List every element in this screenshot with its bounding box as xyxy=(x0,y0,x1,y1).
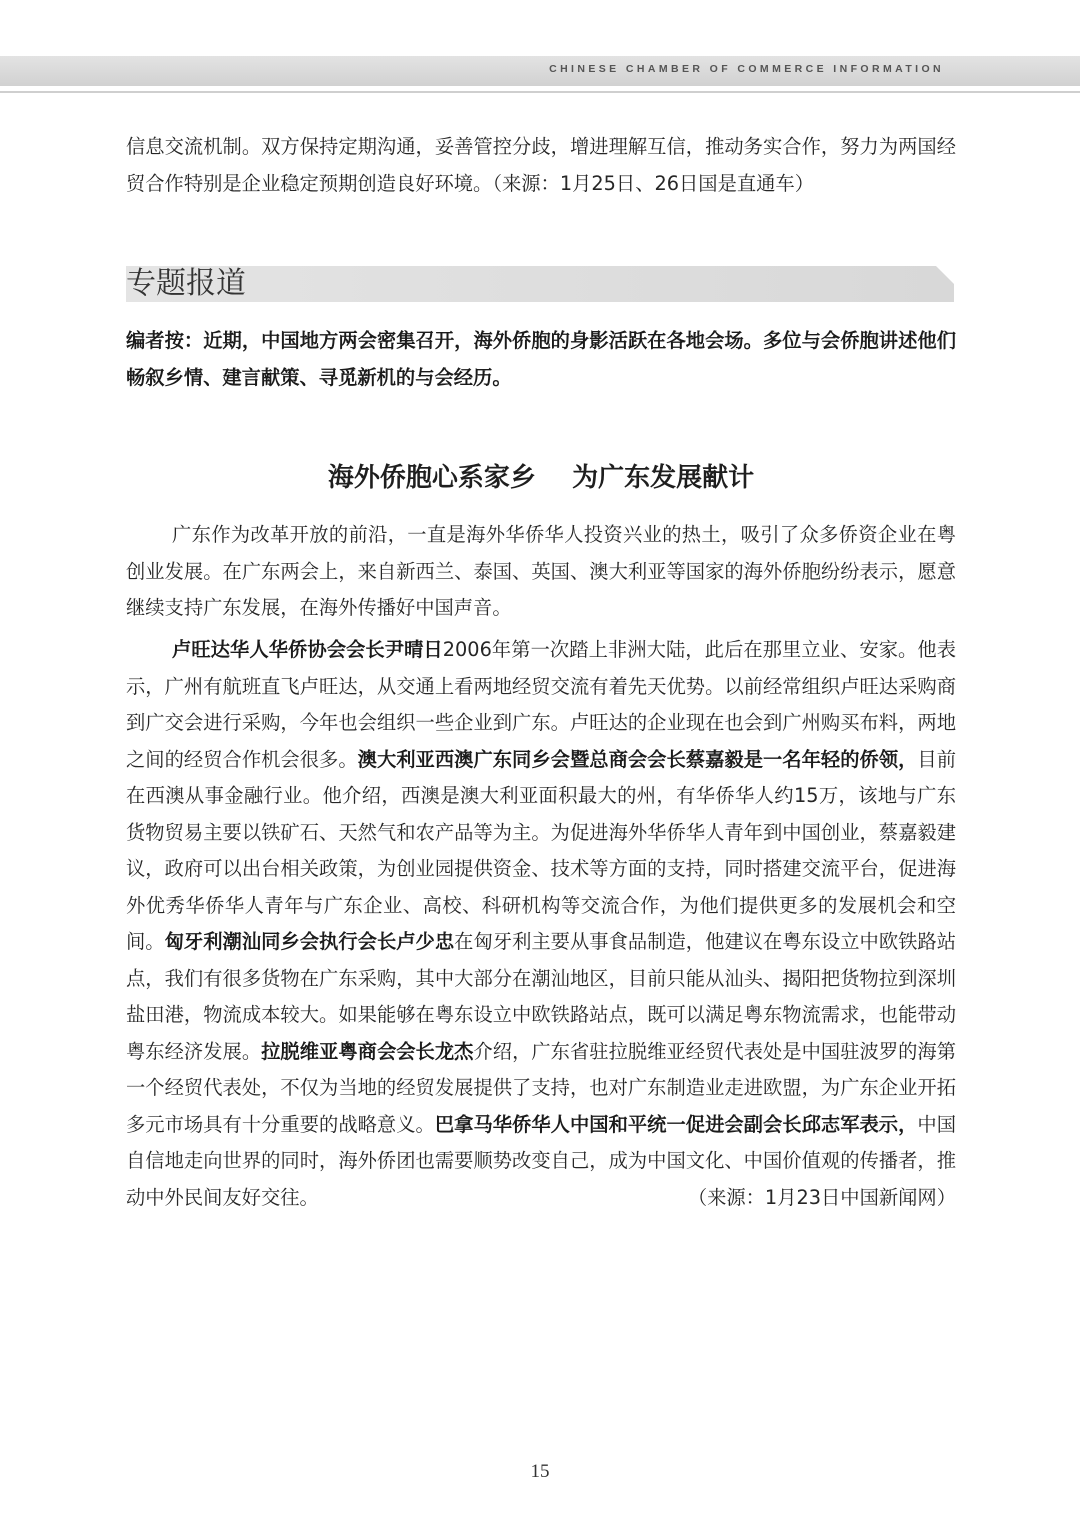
intro-source: （来源：1月25日、26日国是直通车） xyxy=(492,171,814,195)
statement-australia: 目前在西澳从事金融行业。他介绍，西澳是澳大利亚面积最大的州，有华侨华人约15万，该地与广东货物贸易主要以铁矿石、天然气和农产品等为主。为促进海外华侨华人青年到中国创业，蔡嘉毅建议，政府可以出台相关政策，为创业园提供资金、技术等方面的支持，同时搭建交流平台，促进海外优秀华侨华人青年与广东企业、高校、科研机构等交流合作，为他们提供更多的发展机会和空间。 xyxy=(126,747,957,953)
speaker-panama: 巴拿马华侨华人中国和平统一促进会副会长邱志军表示， xyxy=(434,1112,918,1136)
section-banner xyxy=(126,266,954,302)
page-number: 15 xyxy=(530,1461,550,1482)
article-paragraph-2 xyxy=(126,632,956,1216)
statement-hungary: 在匈牙利主要从事食品制造，他建议在粤东设立中欧铁路站点，我们有很多货物在广东采购，其中大部分在潮汕地区，目前只能从汕头、揭阳把货物拉到深圳盐田港，物流成本较大。如果能够在粤东设立中欧铁路站点，既可以满足粤东物流需求，也能带动粤东经济发展。 xyxy=(126,930,957,1063)
statement-panama: 中国自信地走向世界的同时，海外侨团也需要顺势改变自己，成为中国文化、中国价值观的传播者，推动中外民间友好交往。 xyxy=(126,1112,957,1209)
header-divider xyxy=(0,91,1080,93)
section-title: 专题报道 xyxy=(126,266,246,301)
intro-paragraph xyxy=(126,129,956,202)
running-header: CHINESE CHAMBER OF COMMERCE INFORMATION xyxy=(549,63,944,75)
speaker-rwanda: 卢旺达华人华侨协会会长尹晴日 xyxy=(172,638,443,661)
article-title: 海外侨胞心系家乡 为广东发展献计 xyxy=(327,463,755,493)
article-paragraph-1: 广东作为改革开放的前沿，一直是海外华侨华人投资兴业的热土，吸引了众多侨资企业在粤创业发展。在广东两会上，来自新西兰、泰国、英国、澳大利亚等国家的海外侨胞纷纷表示，愿意继续支持广东发展，在海外传播好中国声音。 xyxy=(126,523,956,619)
intro-text: 信息交流机制。双方保持定期沟通，妥善管控分歧，增进理解互信，推动务实合作，努力为两国经贸合作特别是企业稳定预期创造良好环境。 xyxy=(126,135,956,195)
editor-note: 编者按：近期，中国地方两会密集召开，海外侨胞的身影活跃在各地会场。多位与会侨胞讲述他们畅叙乡情、建言献策、寻觅新机的与会经历。 xyxy=(126,329,956,389)
article-source: （来源：1月23日中国新闻网） xyxy=(687,1185,956,1209)
statement-latvia: 介绍，广东省驻拉脱维亚经贸代表处是中国驻波罗的海第一个经贸代表处，不仅为当地的经贸发展提供了支持，也对广东制造业走进欧盟，为广东企业开拓多元市场具有十分重要的战略意义。 xyxy=(126,1039,957,1136)
speaker-australia: 澳大利亚西澳广东同乡会暨总商会会长蔡嘉毅是一名年轻的侨领， xyxy=(357,747,918,771)
statement-rwanda: 2006年第一次踏上非洲大陆，此后在那里立业、安家。他表示，广州有航班直飞卢旺达，从交通上看两地经贸交流有着先天优势。以前经常组织卢旺达采购商到广交会进行采购，今年也会组织一些企业到广东。卢旺达的企业现在也会到广州购买布料，两地之间的经贸合作机会很多。 xyxy=(126,638,956,771)
speaker-latvia: 拉脱维亚粤商会会长龙杰 xyxy=(261,1039,474,1063)
speaker-hungary: 匈牙利潮汕同乡会执行会长卢少忠 xyxy=(164,930,455,953)
